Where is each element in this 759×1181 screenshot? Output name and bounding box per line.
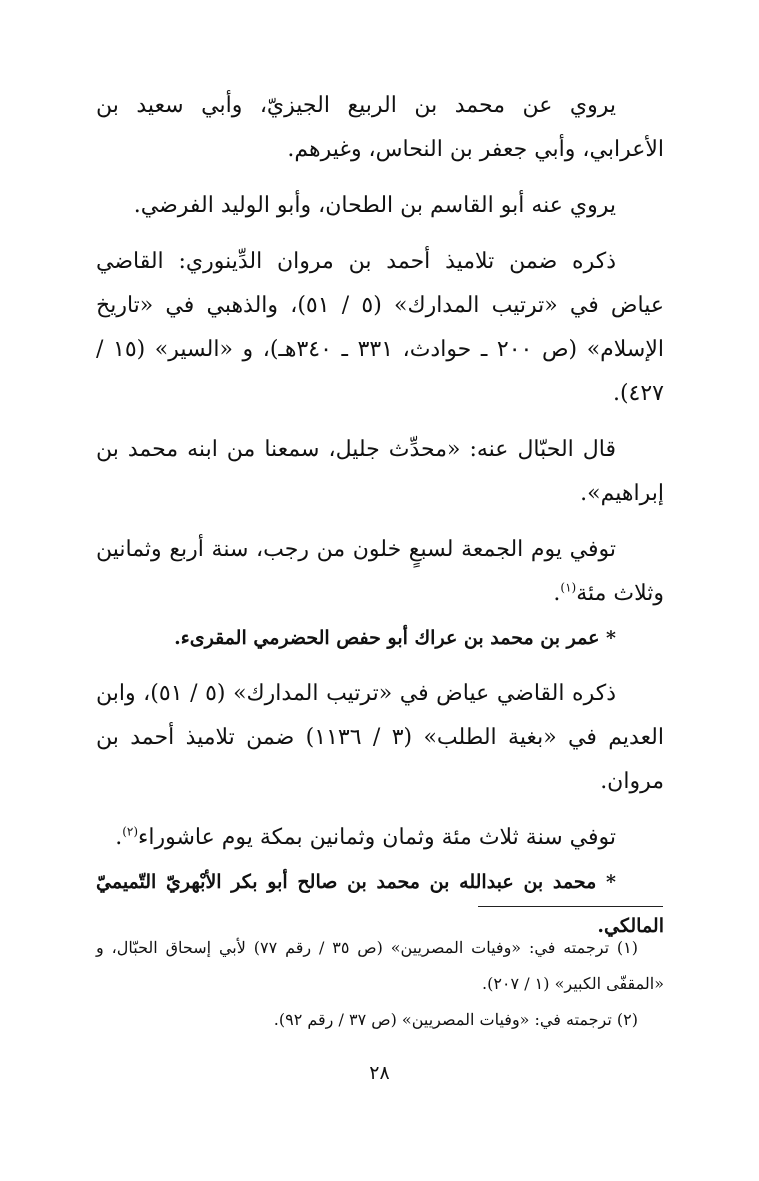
footnotes (96, 930, 664, 1038)
page-body (96, 84, 664, 948)
death-text-end: . (553, 581, 561, 606)
footnote-separator (478, 906, 663, 907)
paragraph-narrators-from: يروي عن محمد بن الربيع الجيزيّ، وأبي سعيد بن الأعرابي، وأبي جعفر بن النحاس، وغيرهم. (96, 93, 664, 162)
paragraph-umar-sources: ذكره القاضي عياض في «ترتيب المدارك» (٥ / ٥١)، وابن العديم في «بغية الطلب» (٣ / ١١٣٦) ضمن تلاميذ أحمد بن مروان. (96, 681, 664, 794)
death-text: توفي يوم الجمعة لسبعٍ خلون من رجب، سنة أربع وثمانين وثلاث مئة (96, 537, 664, 606)
footnote-ref-1: (١) (560, 580, 577, 595)
entry-heading-abhari: * محمد بن عبدالله بن محمد بن صالح أبو بكر الأبْهريّ التّميميّ المالكي. (96, 871, 664, 937)
paragraph-death (96, 528, 664, 616)
footnote-ref-2: (٢) (122, 824, 139, 839)
umar-death-end: . (115, 825, 123, 850)
paragraph-umar-death (96, 816, 664, 860)
page-number: ٢٨ (369, 1062, 390, 1084)
footnote-2: (٢) ترجمته في: «وفيات المصريين» (ص ٣٧ / رقم ٩٢). (273, 1010, 638, 1029)
footnote-1: (١) ترجمته في: «وفيات المصريين» (ص ٣٥ / رقم ٧٧) لأبي إسحاق الحبّال، و «المقفّى الكبير» (١ / ٢٠٧). (96, 938, 664, 993)
paragraph-narrators-to: يروي عنه أبو القاسم بن الطحان، وأبو الوليد الفرضي. (133, 193, 616, 218)
paragraph-sources: ذكره ضمن تلاميذ أحمد بن مروان الدِّينوري: القاضي عياض في «ترتيب المدارك» (٥ / ٥١)، والذهبي في «تاريخ الإسلام» (ص ٢٠٠ ـ حوادث، ٣٣١ ـ ٣٤٠هـ)، و «السير» (١٥ / ٤٢٧). (96, 249, 665, 406)
umar-death-text: توفي سنة ثلاث مئة وثمان وثمانين بمكة يوم عاشوراء (138, 825, 616, 850)
entry-heading-umar: * عمر بن محمد بن عراك أبو حفص الحضرمي المقرىء. (174, 627, 616, 649)
paragraph-quote: قال الحبّال عنه: «محدِّث جليل، سمعنا من ابنه محمد بن إبراهيم». (96, 437, 664, 506)
